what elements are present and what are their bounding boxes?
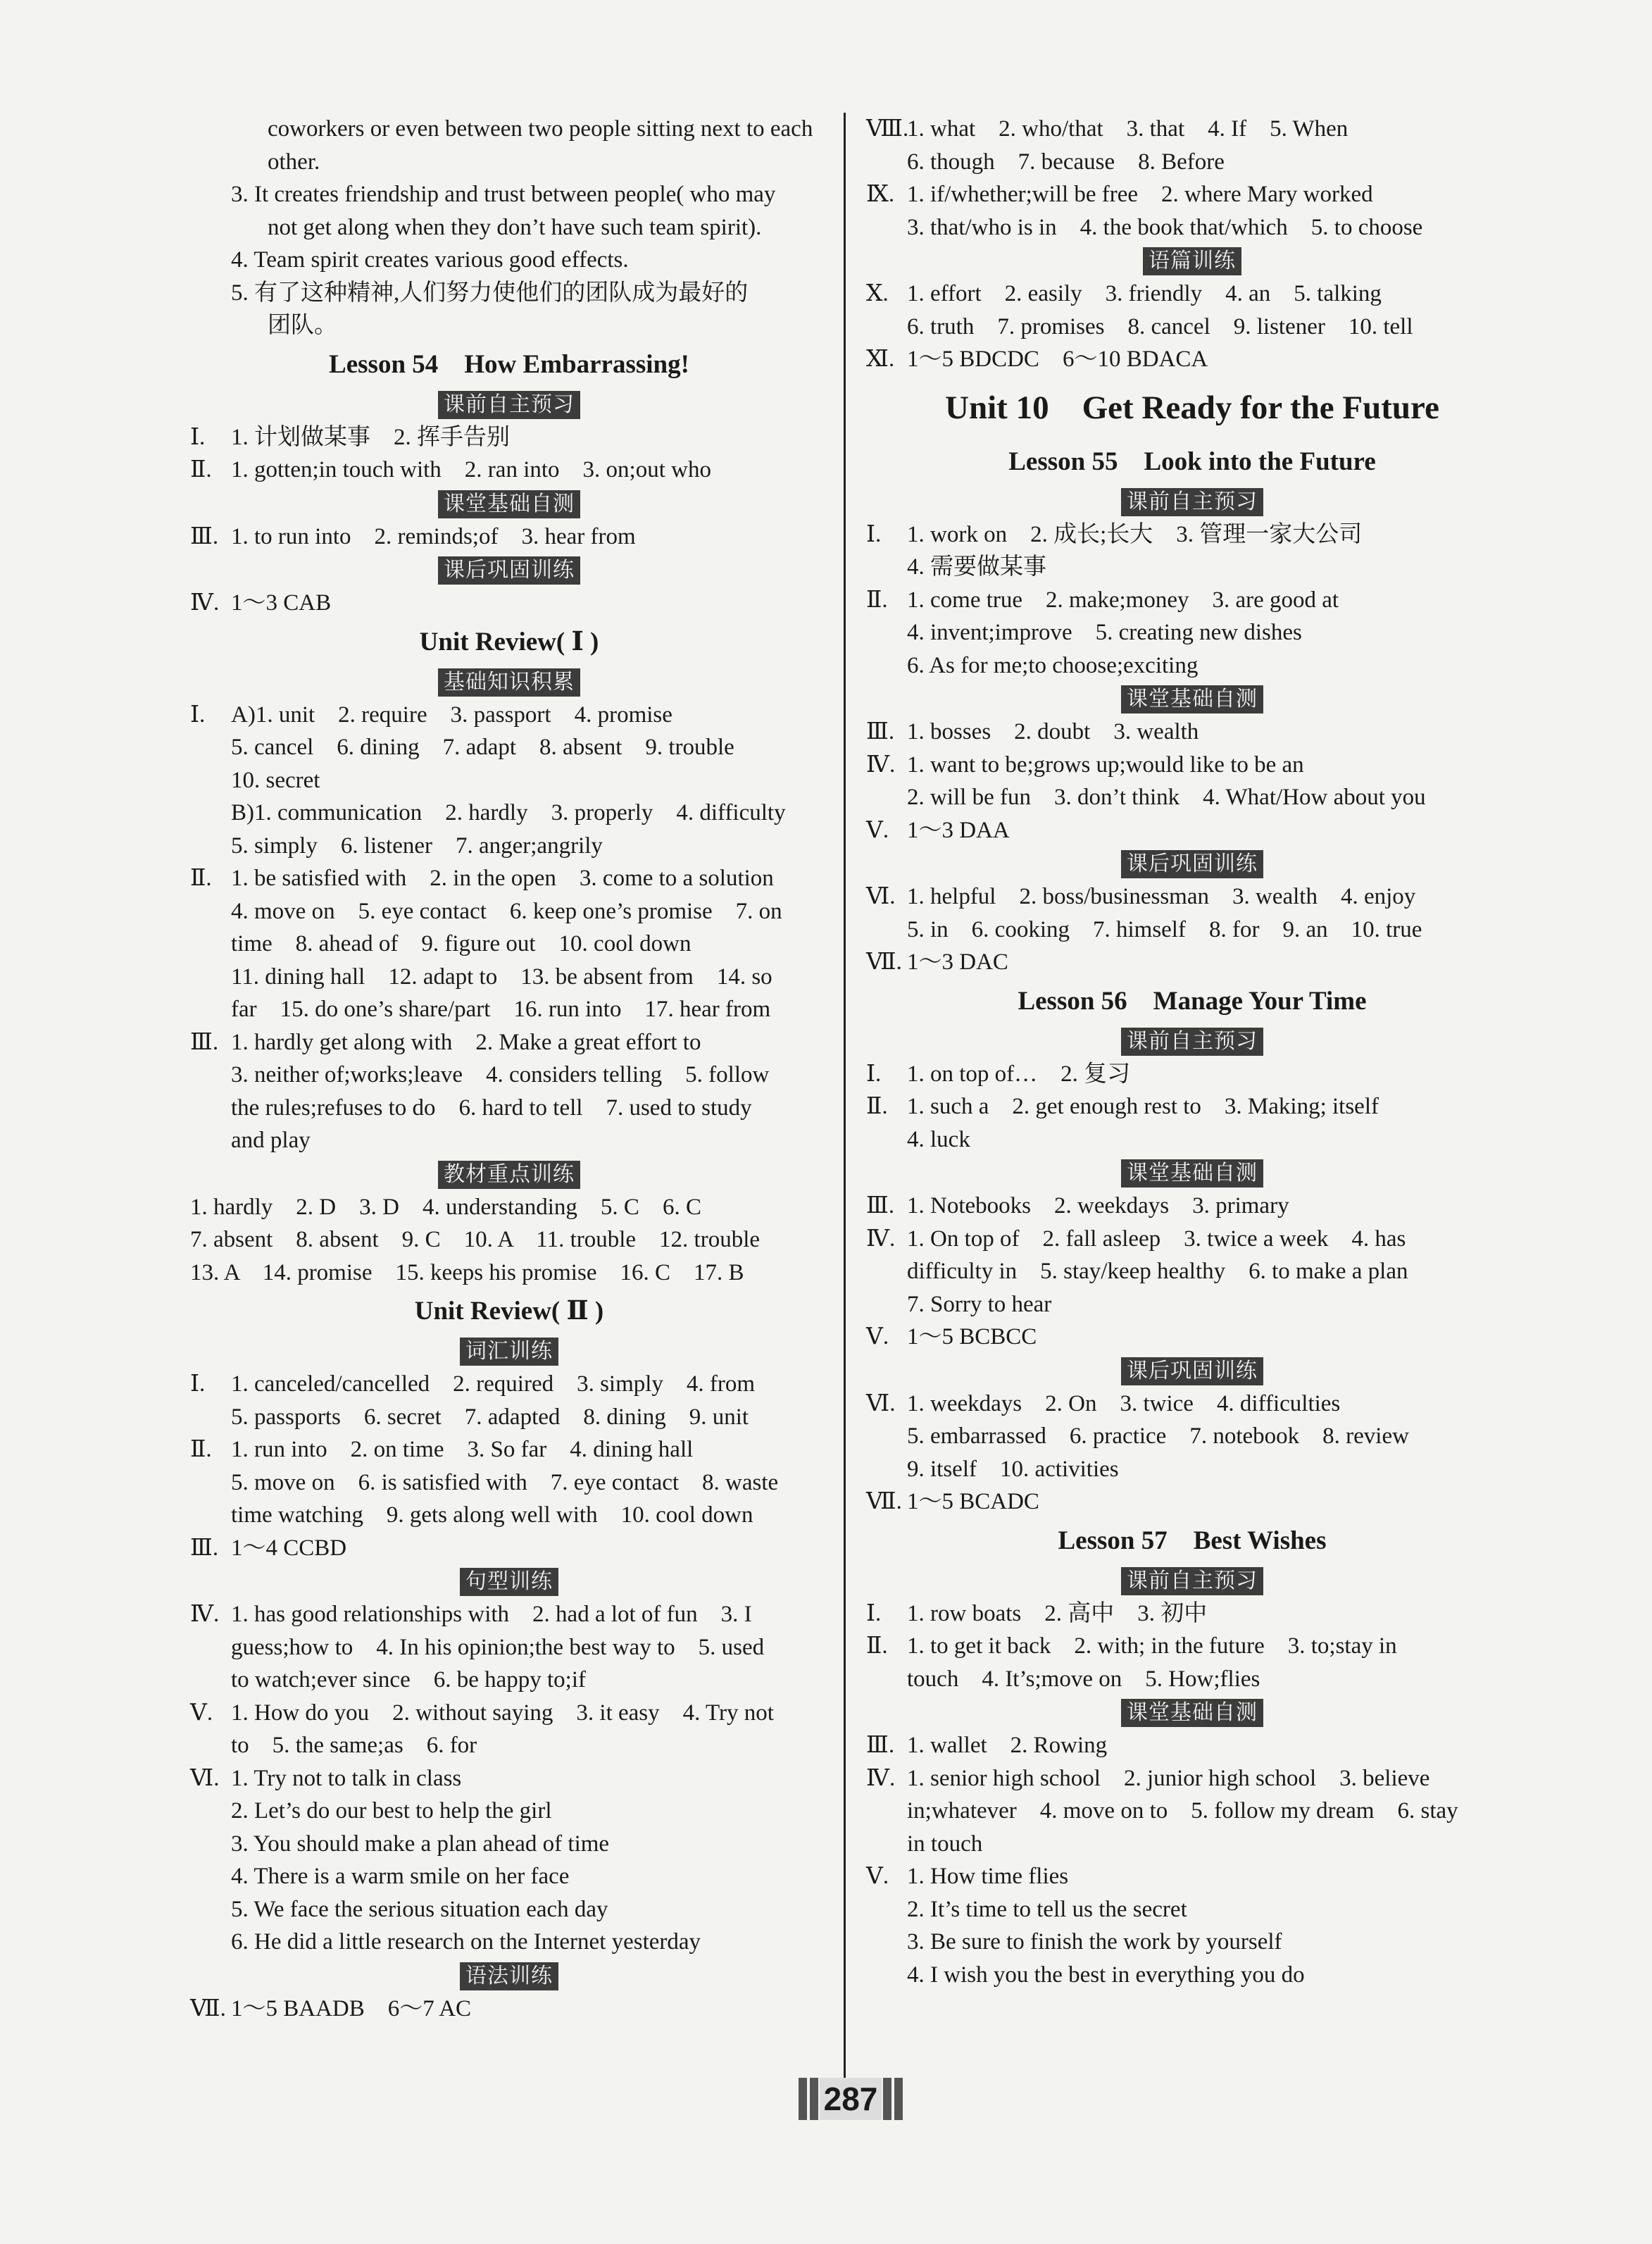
answer-line: time watching 9. gets along well with 10. cool down [231,1502,753,1528]
section-numeral: Ⅰ. [866,1600,882,1626]
answer-text: 1. bosses 2. doubt 3. wealth [907,719,1199,744]
section-numeral: Ⅺ. [866,347,895,372]
answer-line: 6. He did a little research on the Internet yesterday [231,1929,701,1955]
answer-line [866,1485,1518,1519]
section-header: 课前自主预习 [1121,1567,1263,1595]
answer-line: 团队。 [268,313,337,338]
answer-line: 6. As for me;to choose;exciting [907,652,1199,678]
section-header-wrap [866,1564,1518,1597]
section-numeral: Ⅰ. [866,1061,882,1087]
answer-line [190,862,828,895]
section-numeral: Ⅵ. [866,1390,896,1416]
answer-line: 5. embarrassed 6. practice 7. notebook 8. review [907,1423,1409,1449]
section-numeral: Ⅴ. [866,1864,889,1889]
answer-line: 5. simply 6. listener 7. anger;angrily [231,833,603,859]
answer-text: 1～3 DAA [907,817,1010,843]
answer-line [866,1321,1518,1354]
answer-line: 3. neither of;works;leave 4. considers telling 5. follow [231,1062,770,1087]
answer-line: to 5. the same;as 6. for [231,1733,477,1758]
section-numeral: Ⅳ. [866,1765,896,1791]
section-numeral: Ⅳ. [190,1602,220,1627]
answer-line: 4. There is a warm smile on her face [231,1864,570,1889]
answer-line: 13. A 14. promise 15. keeps his promise 16. C 17. B [190,1259,744,1285]
answer-text: 1. Notebooks 2. weekdays 3. primary [907,1193,1289,1218]
lesson-title: Lesson 55 Look into the Future [1008,447,1376,476]
answer-line: difficulty in 5. stay/keep healthy 6. to make a plan [907,1259,1408,1284]
answer-line [866,584,1518,617]
answer-line [866,749,1518,782]
answer-text: 1. Try not to talk in class [231,1765,462,1791]
section-header-wrap [190,553,828,587]
section-numeral: Ⅶ. [866,949,902,975]
answer-text: 1. to get it back 2. with; in the future 3. to;stay in [907,1633,1397,1659]
lesson-title: Lesson 57 Best Wishes [1058,1526,1327,1555]
answer-line: 7. absent 8. absent 9. C 10. A 11. trouble 12. trouble [190,1227,761,1252]
section-header-wrap [866,1354,1518,1388]
answer-text: 1～3 DAC [907,949,1008,975]
answer-line: 5. in 6. cooking 7. himself 8. for 9. an 10. true [907,916,1422,942]
answer-text: 1. gotten;in touch with 2. ran into 3. on;out who [231,457,711,482]
answer-line [190,1368,828,1401]
section-header-wrap [190,487,828,521]
section-numeral: Ⅱ. [866,1094,888,1119]
answer-line: not get along when they don’t have such team spirit). [268,214,762,240]
section-header-wrap [866,1024,1518,1058]
section-numeral: Ⅵ. [190,1765,220,1791]
right-column [866,113,1518,1991]
answer-text: 1. How do you 2. without saying 3. it easy 4. Try not [231,1700,774,1726]
answer-line [866,1762,1518,1795]
answer-text: 1. come true 2. make;money 3. are good at [907,587,1339,613]
section-header-wrap [866,244,1518,278]
lesson-title: Unit Review( Ⅰ ) [419,627,599,656]
answer-line: 7. Sorry to hear [907,1291,1052,1317]
answer-line [866,1090,1518,1123]
lesson-title: Unit Review( Ⅱ ) [414,1297,604,1326]
answer-text: 1. what 2. who/that 3. that 4. If 5. When [907,116,1348,142]
answer-text: 1. work on 2. 成长;长大 3. 管理一家大公司 [907,521,1363,547]
answer-line [866,1223,1518,1256]
answer-line [866,278,1518,311]
answer-text: 1. to run into 2. reminds;of 3. hear from [231,523,636,549]
answer-text: 1. canceled/cancelled 2. required 3. simply 4. from [231,1371,756,1397]
section-header: 基础知识积累 [438,668,580,697]
answer-line: far 15. do one’s share/part 16. run into 17. hear from [231,997,771,1022]
section-numeral: Ⅱ. [190,457,212,482]
answer-text: 1. hardly get along with 2. Make a great effort to [231,1029,701,1055]
answer-line [190,587,828,620]
answer-text: 1. want to be;grows up;would like to be an [907,752,1304,778]
answer-line [190,1993,828,2026]
answer-line: 4. invent;improve 5. creating new dishes [907,620,1302,645]
section-numeral: Ⅲ. [190,1535,219,1561]
answer-line: 2. will be fun 3. don’t think 4. What/How about you [907,785,1426,810]
section-header-wrap [866,1695,1518,1729]
answer-line: guess;how to 4. In his opinion;the best way to 5. used [231,1634,765,1660]
answer-line: 5. We face the serious situation each day [231,1896,608,1922]
answer-line: in;whatever 4. move on to 5. follow my dream 6. stay [907,1798,1458,1824]
answer-text: 1. How time flies [907,1864,1069,1889]
section-header: 句型训练 [460,1568,558,1596]
section-header: 课后巩固训练 [1121,850,1263,878]
section-numeral: Ⅳ. [866,752,896,778]
answer-line [190,1532,828,1565]
section-numeral: Ⅴ. [190,1700,213,1726]
answer-line: 1. hardly 2. D 3. D 4. understanding 5. C 6. C [190,1194,701,1220]
answer-text: 1. has good relationships with 2. had a lot of fun 3. I [231,1602,752,1627]
answer-line: to watch;ever since 6. be happy to;if [231,1667,587,1693]
section-numeral: Ⅱ. [866,1633,888,1659]
answer-line [190,1762,828,1795]
answer-line [866,946,1518,979]
answer-text: 1～5 BDCDC 6～10 BDACA [907,347,1208,372]
answer-text: 1～5 BCBCC [907,1324,1037,1349]
answer-text: 1～5 BCADC [907,1489,1039,1514]
section-numeral: Ⅲ. [866,719,895,744]
section-numeral: Ⅳ. [866,1226,896,1252]
answer-line [866,1860,1518,1893]
answer-line: 5. passports 6. secret 7. adapted 8. dining 9. unit [231,1404,749,1430]
lesson-title: Lesson 56 Manage Your Time [1018,986,1367,1016]
lesson-title: Lesson 54 How Embarrassing! [329,349,689,379]
answer-line [866,343,1518,376]
answer-text: 1. helpful 2. boss/businessman 3. wealth 4. enjoy [907,884,1416,909]
answer-text: 1. wallet 2. Rowing [907,1733,1108,1758]
answer-text: 1. if/whether;will be free 2. where Mary worked [907,182,1373,207]
section-numeral: Ⅲ. [866,1733,895,1758]
section-header: 课后巩固训练 [1121,1357,1263,1385]
answer-text: 1. senior high school 2. junior high school 3. believe [907,1765,1430,1791]
answer-text: 1. on top of… 2. 复习 [907,1061,1131,1087]
answer-line: 9. itself 10. activities [907,1456,1119,1482]
answer-text: 1～5 BAADB 6～7 AC [231,1995,472,2021]
answer-line: 4. I wish you the best in everything you do [907,1962,1305,1988]
unit-title: Unit 10 Get Ready for the Future [945,389,1439,426]
answer-line [866,178,1518,211]
page-number-text: 287 [820,2078,882,2120]
answer-line [866,880,1518,914]
answer-line [866,814,1518,847]
page-number [787,2078,914,2127]
section-header-wrap [190,1959,828,1993]
section-numeral: Ⅰ. [190,1371,206,1397]
answer-text: A)1. unit 2. require 3. passport 4. promise [231,702,672,728]
section-header-wrap [866,847,1518,880]
answer-text: 1. weekdays 2. On 3. twice 4. difficulties [907,1390,1341,1416]
answer-line: 3. You should make a plan ahead of time [231,1831,610,1857]
section-numeral: Ⅵ. [866,884,896,909]
section-header-wrap [190,1564,828,1598]
section-header: 课堂基础自测 [438,490,580,518]
section-numeral: Ⅷ. [866,116,909,142]
answer-line [190,454,828,487]
answer-line: 4. move on 5. eye contact 6. keep one’s promise 7. on [231,898,782,924]
answer-line [190,1026,828,1059]
answer-line: 6. though 7. because 8. Before [907,149,1225,175]
section-header-wrap [190,1157,828,1191]
answer-line: 6. truth 7. promises 8. cancel 9. listener 10. tell [907,313,1413,339]
answer-line [866,1729,1518,1762]
section-header: 语篇训练 [1143,247,1241,275]
answer-line [190,1598,828,1631]
section-header: 词汇训练 [460,1338,558,1366]
section-numeral: Ⅲ. [190,523,219,549]
answer-line [190,421,828,454]
section-numeral: Ⅱ. [190,1437,212,1462]
answer-text: 1. effort 2. easily 3. friendly 4. an 5. talking [907,281,1382,306]
answer-line [866,1058,1518,1091]
section-header: 课堂基础自测 [1121,1699,1263,1727]
answer-line: 2. Let’s do our best to help the girl [231,1798,552,1824]
answer-line: 5. 有了这种精神,人们努力使他们的团队成为最好的 [231,280,749,306]
answer-text: 1. such a 2. get enough rest to 3. Making; itself [907,1094,1379,1119]
section-header: 课堂基础自测 [1121,1159,1263,1188]
section-numeral: Ⅳ. [190,590,220,616]
section-header: 课堂基础自测 [1121,685,1263,713]
answer-line: 5. cancel 6. dining 7. adapt 8. absent 9. trouble [231,735,734,760]
answer-line: 4. 需要做某事 [907,554,1046,580]
section-header: 教材重点训练 [438,1161,580,1189]
column-divider [844,113,846,2099]
answer-line: 3. Be sure to finish the work by yourself [907,1929,1282,1955]
answer-text: 1～4 CCBD [231,1535,347,1561]
answer-line: B)1. communication 2. hardly 3. properly 4. difficulty [231,800,786,825]
answer-line: in touch [907,1831,983,1857]
section-numeral: Ⅰ. [190,424,206,450]
answer-text: 1. On top of 2. fall asleep 3. twice a week 4. has [907,1226,1406,1252]
answer-text: 1. run into 2. on time 3. So far 4. dining hall [231,1437,694,1462]
answer-line: 4. Team spirit creates various good effects. [231,247,629,273]
section-header: 课前自主预习 [1121,1028,1263,1056]
section-numeral: Ⅶ. [866,1489,902,1514]
answer-line [190,1697,828,1730]
answer-line: and play [231,1128,311,1153]
section-header-wrap [866,485,1518,518]
section-header: 课前自主预习 [438,391,580,419]
answer-text: 1. row boats 2. 高中 3. 初中 [907,1600,1208,1626]
answer-line: 2. It’s time to tell us the secret [907,1896,1187,1922]
answer-line [866,113,1518,146]
answer-line [866,716,1518,749]
section-numeral: Ⅰ. [190,702,206,728]
section-numeral: Ⅴ. [866,1324,889,1349]
answer-line [866,1597,1518,1631]
section-header-wrap [190,387,828,421]
section-numeral: Ⅱ. [866,587,888,613]
answer-text: 1～3 CAB [231,590,332,616]
answer-line: touch 4. It’s;move on 5. How;flies [907,1666,1260,1692]
answer-line [190,699,828,732]
answer-line: 4. luck [907,1126,970,1152]
section-numeral: Ⅴ. [866,817,889,843]
section-header-wrap [866,682,1518,716]
answer-line [866,518,1518,551]
answer-line [866,1388,1518,1421]
answer-line: time 8. ahead of 9. figure out 10. cool down [231,931,692,956]
answer-line [190,1433,828,1466]
answer-line: the rules;refuses to do 6. hard to tell 7. used to study [231,1095,752,1121]
section-header-wrap [190,1334,828,1368]
answer-line: other. [268,149,320,175]
answer-line: 11. dining hall 12. adapt to 13. be absent from 14. so [231,964,772,990]
left-column [190,113,828,2025]
answer-text: 1. 计划做某事 2. 挥手告别 [231,424,510,450]
answer-line: 10. secret [231,767,320,793]
answer-line: 3. It creates friendship and trust between people( who may [231,182,776,207]
section-numeral: Ⅲ. [190,1029,219,1055]
section-header: 语法训练 [460,1962,558,1990]
section-numeral: Ⅶ. [190,1995,226,2021]
answer-line: 3. that/who is in 4. the book that/which 5. to choose [907,214,1423,240]
section-numeral: Ⅱ. [190,866,212,891]
section-numeral: Ⅰ. [866,521,882,547]
section-header-wrap [866,1156,1518,1190]
section-numeral: Ⅸ. [866,182,895,207]
answer-line [866,1190,1518,1223]
answer-line [190,521,828,554]
section-header: 课后巩固训练 [438,556,580,585]
section-header-wrap [190,665,828,699]
section-numeral: Ⅹ. [866,281,889,306]
answer-line: coworkers or even between two people sitting next to each [268,116,813,142]
answer-text: 1. be satisfied with 2. in the open 3. come to a solution [231,866,774,891]
section-header: 课前自主预习 [1121,488,1263,516]
answer-line [866,1630,1518,1663]
answer-line: 5. move on 6. is satisfied with 7. eye contact 8. waste [231,1469,779,1495]
section-numeral: Ⅲ. [866,1193,895,1218]
